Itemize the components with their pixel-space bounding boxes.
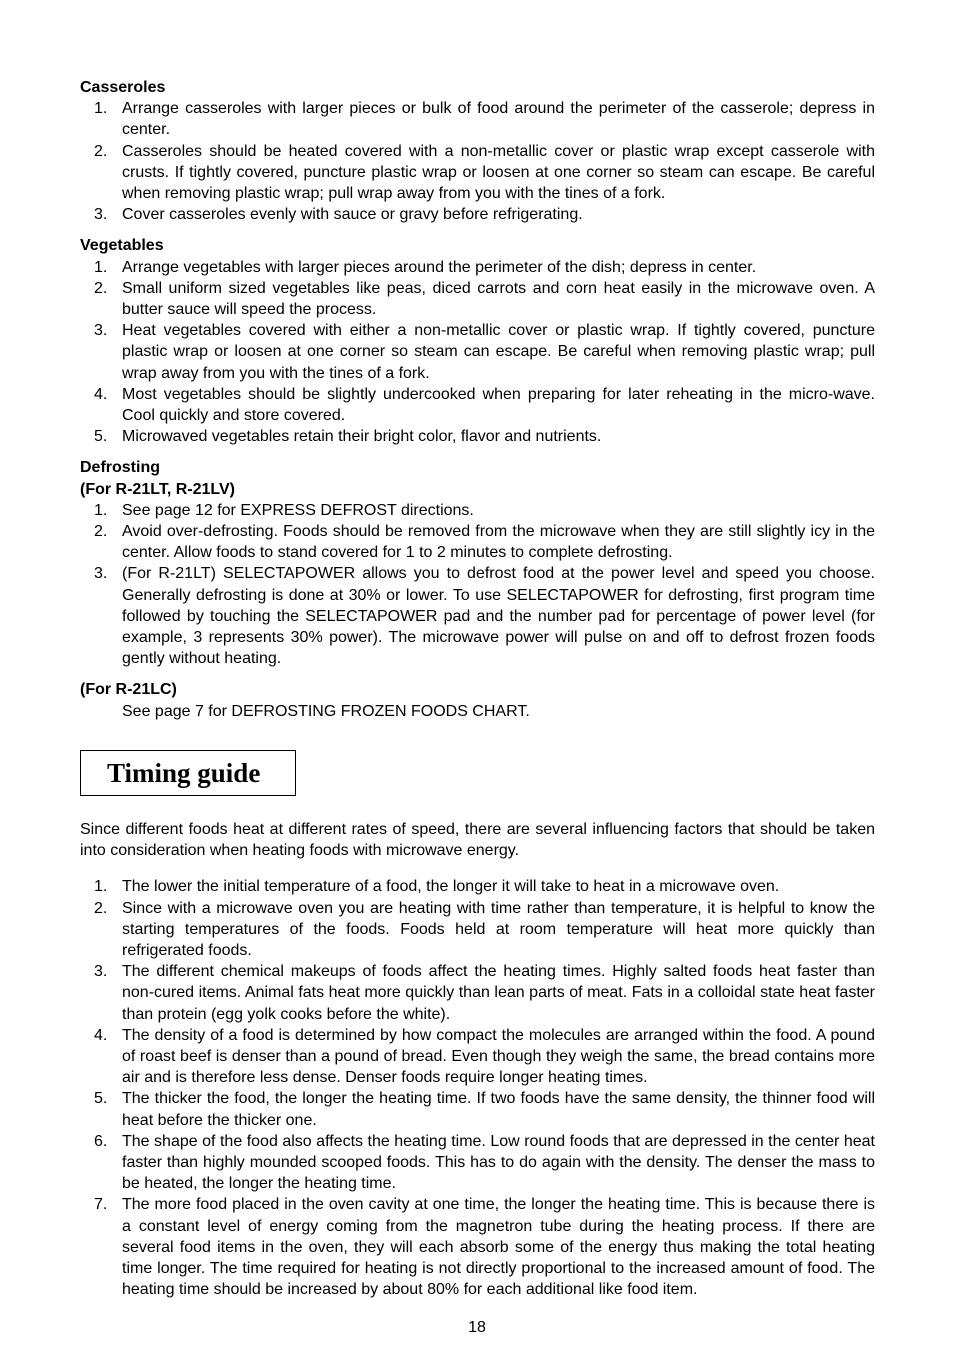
list-item-text: The different chemical makeups of foods affect the heating times. Highly salted foods heat faster than non-cured items. Animal fats heat more quickly than lean parts of meat. Fats in a colloidal state heat faster than protein (egg yolk cooks before the white). — [122, 963, 875, 1023]
list-item-text: The shape of the food also affects the heating time. Low round foods that are depressed in the center heat faster than highly mounded scooped foods. This has to do again with the density. The denser the mass to be heated, the longer the heating time. — [122, 1132, 875, 1193]
list-item — [80, 278, 875, 320]
list-item-text: The more food placed in the oven cavity at one time, the longer the heating time. This is because there is a constant level of energy coming from the magnetron tube during the heating process. If there are several food items in the oven, they will each absorb some of the energy thus making the total heating time longer. The time required for heating is not directly proportional to the increased amount of food. The heating time should be increased by about 80% for each additional like food item. — [122, 1196, 875, 1299]
defrosting-heading: Defrosting — [80, 459, 160, 477]
list-item-number: 3. — [94, 322, 108, 340]
list-item-text: Arrange vegetables with larger pieces around the perimeter of the dish; depress in center. — [122, 258, 757, 276]
list-item-text: The thicker the food, the longer the heating time. If two foods have the same density, the thinner food will heat before the thicker one. — [122, 1090, 875, 1129]
list-item — [80, 500, 875, 521]
list-item-number: 3. — [94, 565, 108, 583]
list-item-text: (For R-21LT) SELECTAPOWER allows you to defrost food at the power level and speed you choose. Generally defrosting is done at 30% or lower. To use SELECTAPOWER for defrosting, first program time followed by touching the SELECTAPOWER pad and the number pad for percentage of power level (for example, 3 represents 30% power). The microwave power will pulse on and off to defrost frozen foods gently without heating. — [122, 565, 875, 668]
list-item-text: Since with a microwave oven you are heating with time rather than temperature, it is helpful to know the starting temperatures of the foods. Foods held at room temperature will heat more quickly than refrigerated foods. — [122, 899, 875, 959]
list-item — [80, 384, 875, 426]
list-item-text: The density of a food is determined by how compact the molecules are arranged within the food. A pound of roast beef is denser than a pound of bread. Even though they weigh the same, the bread contains more air and is therefore less dense. Denser foods require longer heating times. — [122, 1026, 875, 1087]
list-item-number: 3. — [94, 206, 108, 224]
list-item-number: 4. — [94, 385, 108, 403]
list-item — [80, 320, 875, 384]
list-item-number: 7. — [94, 1196, 108, 1214]
page-number: 18 — [468, 1319, 486, 1336]
list-item — [80, 521, 875, 563]
list-item-number: 1. — [94, 258, 108, 276]
vegetables-heading: Vegetables — [80, 237, 164, 255]
list-item-text: Microwaved vegetables retain their bright color, flavor and nutrients. — [122, 428, 602, 446]
vegetables-section — [80, 235, 875, 447]
list-item — [80, 1194, 875, 1300]
list-item-number: 2. — [94, 899, 108, 917]
list-item-text: Most vegetables should be slightly undercooked when preparing for later reheating in the micro-wave. Cool quickly and store covered. — [122, 385, 875, 425]
list-item-number: 3. — [94, 963, 108, 981]
list-item — [80, 141, 875, 205]
defrosting-lc-text: See page 7 for DEFROSTING FROZEN FOODS CHART. — [122, 702, 530, 720]
list-item-text: The lower the initial temperature of a food, the longer it will take to heat in a microwave oven. — [122, 878, 780, 896]
list-item-number: 5. — [94, 1090, 108, 1108]
casseroles-list — [80, 98, 875, 225]
list-item-number: 1. — [94, 501, 108, 519]
list-item-number: 4. — [94, 1026, 108, 1044]
list-item — [80, 876, 875, 897]
casseroles-heading: Casseroles — [80, 79, 166, 96]
list-item-number: 6. — [94, 1132, 108, 1150]
defrosting-lc-heading: (For R-21LC) — [80, 681, 177, 699]
defrosting-subheading: (For R-21LT, R-21LV) — [80, 480, 235, 498]
timing-list — [80, 876, 875, 1300]
vegetables-list — [80, 257, 875, 448]
list-item — [80, 1088, 875, 1130]
casseroles-section — [80, 77, 875, 225]
list-item-text: Avoid over-defrosting. Foods should be removed from the microwave when they are still slightly icy in the center. Allow foods to stand covered for 1 to 2 minutes to complete defrosting. — [122, 523, 875, 562]
list-item-text: Cover casseroles evenly with sauce or gravy before refrigerating. — [122, 206, 583, 224]
list-item — [80, 563, 875, 669]
list-item — [80, 257, 875, 278]
list-item — [80, 898, 875, 962]
list-item — [80, 1025, 875, 1089]
list-item-text: Casseroles should be heated covered with a non-metallic cover or plastic wrap except casserole with crusts. If tightly covered, puncture plastic wrap or loosen at one corner so steam can escape. Be careful when removing plastic wrap; pull wrap away from you with the tines of a fork. — [122, 142, 875, 203]
list-item-number: 2. — [94, 523, 108, 541]
list-item-number: 1. — [94, 878, 108, 896]
list-item — [80, 961, 875, 1025]
list-item — [80, 426, 875, 447]
defrosting-section — [80, 457, 875, 669]
list-item-text: Small uniform sized vegetables like peas, diced carrots and corn heat easily in the microwave oven. A butter sauce will speed the process. — [122, 279, 875, 319]
list-item-text: Heat vegetables covered with either a non-metallic cover or plastic wrap. If tightly covered, puncture plastic wrap or loosen at one corner so steam can escape. Be careful when removing plastic wrap; pull wrap away from you with the tines of a fork. — [122, 322, 875, 382]
list-item-text: Arrange casseroles with larger pieces or bulk of food around the perimeter of the casserole; depress in center. — [122, 100, 875, 139]
list-item — [80, 98, 875, 140]
list-item-text: See page 12 for EXPRESS DEFROST directions. — [122, 501, 474, 519]
document-page — [80, 77, 875, 1300]
defrosting-list — [80, 500, 875, 670]
list-item-number: 1. — [94, 100, 108, 118]
list-item-number: 5. — [94, 428, 108, 446]
list-item-number: 2. — [94, 279, 108, 297]
defrosting-lc-section — [80, 679, 875, 721]
timing-guide-title: Timing guide — [80, 750, 296, 796]
list-item — [80, 204, 875, 225]
list-item — [80, 1131, 875, 1195]
list-item-number: 2. — [94, 142, 108, 160]
timing-intro: Since different foods heat at different rates of speed, there are several influencing factors that should be taken into consideration when heating foods with microwave energy. — [80, 820, 875, 860]
